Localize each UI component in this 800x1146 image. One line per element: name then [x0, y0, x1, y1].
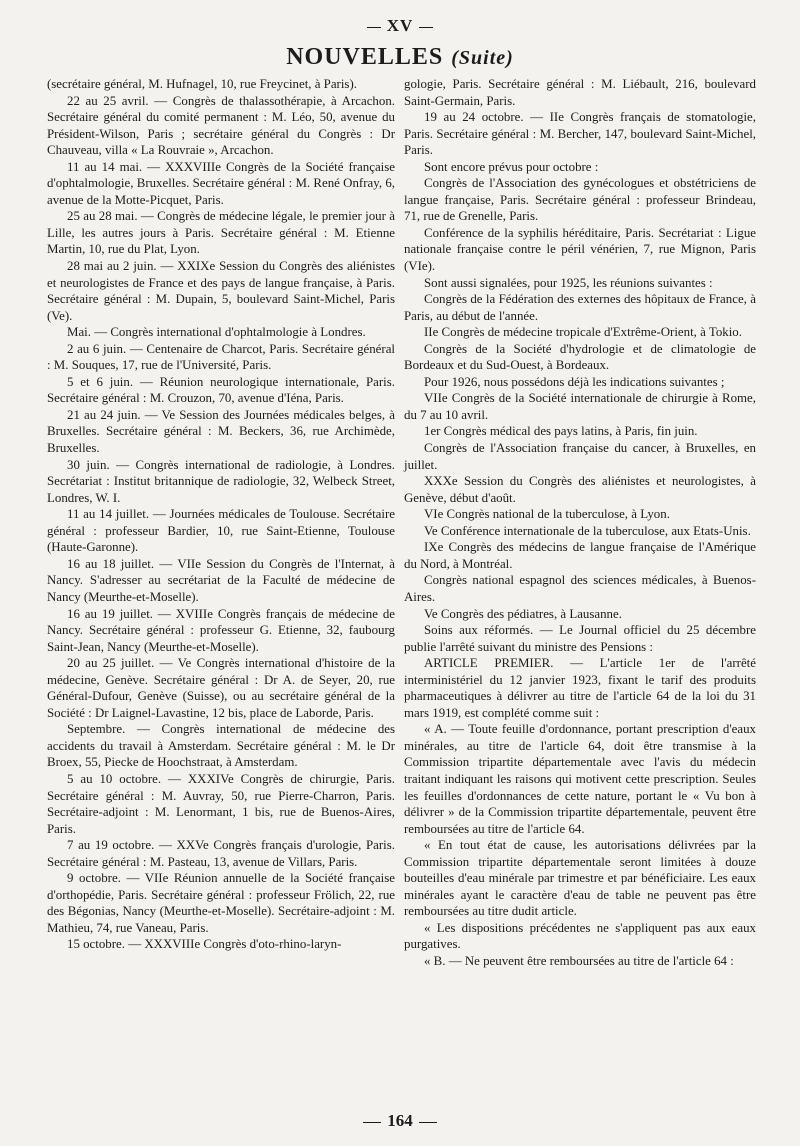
paragraph: 30 juin. — Congrès international de radiologie, à Londres. Secrétariat : Institut britannique de radiologie, 32, Welbeck Street, Londres, W. I. — [47, 457, 395, 505]
paragraph: Mai. — Congrès international d'ophtalmologie à Londres. — [67, 325, 366, 340]
paragraph: 25 au 28 mai. — Congrès de médecine légale, le premier jour à Lille, les autres jours à Paris. Secrétaire général : M. Etienne Martin, 10, rue du Plat, Lyon. — [47, 209, 395, 257]
paragraph: Pour 1926, nous possédons déjà les indications suivantes ; — [424, 374, 725, 389]
paragraph: 5 au 10 octobre. — XXXIVe Congrès de chirurgie, Paris. Secrétaire général : M. Auvray, 50, rue Pierre-Charron, Paris. Secrétaire-adjoint : M. Lenormant, 1 bis, rue de Buenos-Aires, Paris. — [47, 771, 395, 836]
paragraph: gologie, Paris. Secrétaire général : M. Liébault, 216, boulevard Saint-Germain, Paris. — [404, 77, 756, 108]
right-column — [404, 76, 756, 970]
paragraph: 22 au 25 avril. — Congrès de thalassothérapie, à Arcachon. Secrétaire général du comité permanent : M. Léo, 50, avenue du Président-Wilson, Paris ; secrétaire général du Congrès : Dr Chauveau, villa « La Rouvraie », Arcachon. — [47, 93, 395, 158]
paragraph: Conférence de la syphilis héréditaire, Paris. Secrétariat : Ligue nationale française contre le péril vénérien, 7, rue Mignon, Paris (VIe). — [404, 225, 756, 274]
paragraph: « B. — Ne peuvent être remboursées au titre de l'article 64 : — [424, 953, 734, 968]
paragraph: IIe Congrès de médecine tropicale d'Extrême-Orient, à Tokio. — [424, 325, 742, 340]
paragraph: (secrétaire général, M. Hufnagel, 10, rue Freycinet, à Paris). — [47, 77, 357, 91]
page-folio — [0, 1111, 800, 1131]
folio-dash-right — [419, 1122, 437, 1123]
paragraph: Sont aussi signalées, pour 1925, les réunions suivantes : — [424, 275, 713, 290]
paragraph: Septembre. — Congrès international de médecine des accidents du travail à Amsterdam. Secrétaire général : M. le Dr Broex, 55, Piecke de Hoochstraat, à Amsterdam. — [47, 722, 395, 770]
paragraph: Ve Congrès des pédiatres, à Lausanne. — [424, 606, 622, 621]
paragraph: 9 octobre. — VIIe Réunion annuelle de la Société française d'orthopédie, Paris. Secrétaire général : professeur Frölich, 22, rue des Bégonias, Nancy (Meurthe-et-Moselle). Secrétaire-adjoint : M. Mathieu, 74, rue Vaneau, Paris. — [47, 871, 395, 935]
paragraph: XXXe Session du Congrès des aliénistes et neurologistes, à Genève, début d'août. — [404, 474, 756, 505]
paragraph: Congrès de la Société d'hydrologie et de climatologie de Bordeaux et du Sud-Ouest, à Bordeaux. — [404, 341, 756, 373]
paragraph: « A. — Toute feuille d'ordonnance, portant prescription d'eaux minérales, au titre de l'article 64, doit être transmise à la Commission tripartite départementale avec l'avis du médecin traitant indiquant les raisons qui motivent cette prescription. Seules les feuilles d'ordonnances de cette nature, portant le « Vu bon à délivrer » de la Commission tripartite départementale, peuvent être remboursées au titre de l'article 64. — [404, 722, 756, 836]
paragraph: VIe Congrès national de la tuberculose, à Lyon. — [424, 507, 670, 522]
paragraph: 16 au 19 juillet. — XVIIIe Congrès français de médecine de Nancy. Secrétaire général : professeur G. Etienne, 32, faubourg Saint-Jean, Nancy (Meurthe-et-Moselle). — [47, 606, 395, 654]
paragraph: 2 au 6 juin. — Centenaire de Charcot, Paris. Secrétaire général : M. Souques, 17, rue de l'Université, Paris. — [47, 341, 395, 373]
paragraph: Sont encore prévus pour octobre : — [424, 159, 599, 174]
paragraph: Congrès de l'Association française du cancer, à Bruxelles, en juillet. — [404, 441, 756, 472]
page-numeral-text: XV — [386, 16, 414, 35]
paragraph: Congrès de la Fédération des externes des hôpitaux de France, à Paris, au début de l'année. — [404, 292, 756, 323]
numeral-dash-right — [419, 27, 433, 28]
left-column — [47, 76, 395, 953]
paragraph: ARTICLE PREMIER. — L'article 1er de l'arrêté interministériel du 12 janvier 1923, fixant le tarif des produits pharmaceutiques à délivrer au titre de l'article 64 de la loi du 31 mars 1919, est complété comme suit : — [404, 656, 756, 720]
paragraph: Ve Conférence internationale de la tuberculose, aux Etats-Unis. — [424, 523, 751, 538]
paragraph: 21 au 24 juin. — Ve Session des Journées médicales belges, à Bruxelles. Secrétaire général : M. Beckers, 36, rue Archimède, Bruxelles. — [47, 407, 395, 456]
paragraph: « En tout état de cause, les autorisations délivrées par la Commission tripartite départementale seront limitées à douze bouteilles d'eau minérale par trimestre et par bénéficiaire. Les eaux minérales ayant le caractère d'eau de table ne peuvent pas être remboursées au titre dudit article. — [404, 838, 756, 919]
paragraph: 5 et 6 juin. — Réunion neurologique internationale, Paris. Secrétaire général : M. Crouzon, 70, avenue d'Iéna, Paris. — [47, 374, 395, 406]
paragraph: 11 au 14 juillet. — Journées médicales de Toulouse. Secrétaire général : professeur Bardier, 10, rue Saint-Etienne, Toulouse (Haute-Garonne). — [47, 507, 395, 555]
folio-dash-left — [363, 1122, 381, 1123]
paragraph: 7 au 19 octobre. — XXVe Congrès français d'urologie, Paris. Secrétaire général : M. Pasteau, 13, avenue de Villars, Paris. — [47, 838, 395, 869]
page-numeral — [0, 16, 800, 36]
paragraph: 19 au 24 octobre. — IIe Congrès français de stomatologie, Paris. Secrétaire général : M. Bercher, 147, boulevard Saint-Michel, Paris. — [404, 110, 756, 158]
paragraph: 20 au 25 juillet. — Ve Congrès international d'histoire de la médecine, Genève. Secrétaire général : Dr A. de Seyer, 20, rue Général-Dufour, Genève (Suisse), ou au secrétaire général de la Société : Dr Laignel-Lavastine, 12 bis, place de Laborde, Paris. — [47, 656, 395, 720]
section-heading — [0, 44, 800, 71]
paragraph: 11 au 14 mai. — XXXVIIIe Congrès de la Société française d'ophtalmologie, Bruxelles. Secrétaire général : M. René Onfray, 6, avenue de la Motte-Picquet, Paris. — [47, 159, 395, 207]
paragraph: 15 octobre. — XXXVIIIe Congrès d'oto-rhino-laryn- — [67, 937, 342, 952]
heading-subtitle: (Suite) — [451, 47, 514, 69]
paragraph: Congrès national espagnol des sciences médicales, à Buenos-Aires. — [404, 573, 756, 604]
paragraph: Congrès de l'Association des gynécologues et obstétriciens de langue française, Paris. Secrétaire général : professeur Brindeau, 71, rue de Grenelle, Paris. — [404, 176, 756, 224]
paragraph: 1er Congrès médical des pays latins, à Paris, fin juin. — [424, 424, 698, 439]
paragraph: Soins aux réformés. — Le Journal officiel du 25 décembre publie l'arrêté suivant du ministre des Pensions : — [404, 623, 756, 654]
paragraph: IXe Congrès des médecins de langue française de l'Amérique du Nord, à Montréal. — [404, 540, 756, 571]
heading-title: NOUVELLES — [286, 44, 444, 70]
paragraph: VIIe Congrès de la Société internationale de chirurgie à Rome, du 7 au 10 avril. — [404, 391, 756, 422]
numeral-dash-left — [367, 27, 381, 28]
paragraph: 16 au 18 juillet. — VIIe Session du Congrès de l'Internat, à Nancy. S'adresser au secrétariat de la Faculté de médecine de Nancy (Meurthe-et-Moselle). — [47, 556, 395, 604]
paragraph: « Les dispositions précédentes ne s'appliquent pas aux eaux purgatives. — [404, 920, 756, 952]
paragraph: 28 mai au 2 juin. — XXIXe Session du Congrès des aliénistes et neurologistes de France et des pays de langue française, à Paris. Secrétaire général : M. Dupain, 5, boulevard Saint-Michel, Paris (Ve). — [47, 259, 395, 323]
folio-number: 164 — [387, 1111, 413, 1130]
